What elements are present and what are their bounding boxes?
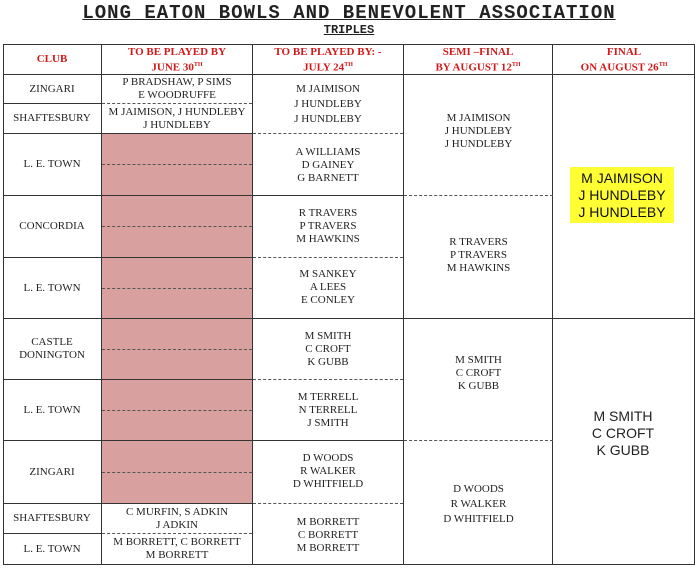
club-name: ZINGARI [29, 465, 75, 478]
row-divider [253, 503, 403, 504]
round1-team: P BRADSHAW, P SIMS E WOODRUFFE [122, 76, 232, 101]
semi-final-team: M JAIMISON J HUNDLEBY J HUNDLEBY [444, 111, 513, 150]
round2-team: M SMITH C CROFT K GUBB [304, 329, 352, 368]
round2-team: M SANKEY A LEES E CONLEY [299, 267, 357, 306]
semi-final-team: R TRAVERS P TRAVERS M HAWKINS [446, 235, 511, 274]
row-divider [253, 379, 403, 380]
club-name: ZINGARI [29, 82, 75, 95]
row-divider [253, 257, 403, 258]
club-name: L. E. TOWN [23, 403, 81, 416]
round1-team: M BORRETT, C BORRETT M BORRETT [113, 536, 241, 561]
row-divider [404, 195, 553, 196]
club-name: CASTLE DONINGTON [19, 336, 85, 361]
club-name: L. E. TOWN [23, 542, 81, 555]
club-name: L. E. TOWN [23, 158, 81, 170]
row-divider [253, 440, 403, 441]
round2-team: M BORRETT C BORRETT M BORRETT [296, 515, 360, 554]
club-name: SHAFTESBURY [13, 112, 91, 124]
page-title: LONG EATON BOWLS AND BENEVOLENT ASSOCIATION [82, 2, 616, 24]
header-semi-final: SEMI –FINAL BY AUGUST 12TH [435, 46, 521, 74]
header-club: CLUB [36, 53, 68, 65]
club-name: CONCORDIA [19, 220, 85, 232]
row-divider [102, 410, 252, 411]
round1-team: M JAIMISON, J HUNDLEBY J HUNDLEBY [108, 105, 246, 131]
round2-team: M JAIMISON J HUNDLEBY J HUNDLEBY [294, 82, 362, 125]
semi-final-team: M SMITH C CROFT K GUBB [455, 353, 502, 392]
round2-team: M TERRELL N TERRELL J SMITH [297, 390, 359, 429]
club-name: SHAFTESBURY [13, 512, 91, 524]
row-divider [102, 288, 252, 289]
round2-team: D WOODS R WALKER D WHITFIELD [292, 451, 364, 490]
row-divider [253, 133, 403, 134]
row-divider [102, 472, 252, 473]
final-team-highlighted: M JAIMISON J HUNDLEBY J HUNDLEBY [570, 167, 674, 223]
final-team: M SMITH C CROFT K GUBB [591, 408, 655, 458]
header-round1: TO BE PLAYED BY JUNE 30TH [127, 46, 227, 74]
semi-final-team: D WOODS R WALKER D WHITFIELD [443, 482, 514, 525]
row-divider [404, 440, 553, 441]
round2-team: A WILLIAMS D GAINEY G BARNETT [295, 145, 361, 184]
round2-team: R TRAVERS P TRAVERS M HAWKINS [296, 206, 360, 245]
header-round2: TO BE PLAYED BY: - JULY 24TH [274, 46, 382, 74]
row-divider [102, 164, 252, 165]
page-subtitle: TRIPLES [323, 23, 375, 37]
row-divider [102, 349, 252, 350]
header-final: FINAL ON AUGUST 26TH [580, 46, 668, 74]
round1-team: C MURFIN, S ADKIN J ADKIN [125, 505, 229, 531]
club-name: L. E. TOWN [23, 281, 81, 294]
row-divider [253, 195, 403, 196]
row-divider [102, 226, 252, 227]
